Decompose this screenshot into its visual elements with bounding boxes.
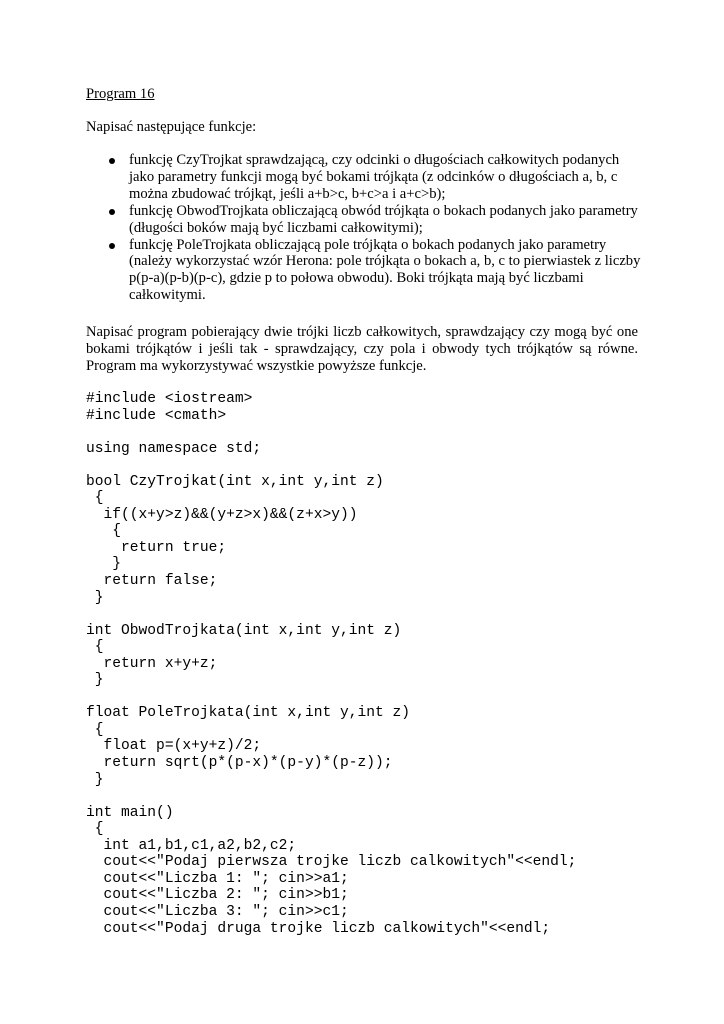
- list-item: [86, 203, 646, 237]
- code-line: return sqrt(p*(p-x)*(p-y)*(p-z));: [86, 755, 393, 772]
- code-line: return false;: [86, 573, 218, 590]
- function-list: [86, 152, 646, 304]
- code-line: int ObwodTrojkata(int x,int y,int z): [86, 622, 402, 639]
- code-line: [86, 457, 576, 474]
- code-line: {: [86, 639, 104, 656]
- list-item: [86, 152, 646, 203]
- list-item-text: funkcję CzyTrojkat sprawdzającą, czy odcinki o długościach całkowitych podanych jako parametry funkcji mogą być bokami trójkąta (z odcinków o długościach a, b, c można zbudować trójkąt, jeśli a+b>c, b+c>a i a+c>b);: [129, 152, 620, 202]
- code-line: cout<<"Podaj pierwsza trojke liczb calkowitych"<<endl;: [86, 854, 577, 871]
- list-item: [86, 237, 646, 305]
- intro-text: Napisać następujące funkcje:: [86, 119, 257, 135]
- code-line: return x+y+z;: [86, 655, 218, 672]
- bullet-icon: [109, 243, 115, 249]
- code-line: cout<<"Podaj druga trojke liczb calkowitych"<<endl;: [86, 920, 551, 937]
- code-line: {: [86, 523, 122, 540]
- code-line: int main(): [86, 804, 174, 821]
- code-line: #include <cmath>: [86, 407, 227, 424]
- code-line: float PoleTrojkata(int x,int y,int z): [86, 705, 411, 722]
- task-paragraph: Napisać program pobierający dwie trójki liczb całkowitych, sprawdzający czy mogą być one bokami trójkątów i jeśli tak - sprawdzający, czy pola i obwody tych trójkątów są równe. Program ma wykorzystywać wszystkie powyższe funkcje.: [86, 324, 638, 375]
- code-line: float p=(x+y+z)/2;: [86, 738, 262, 755]
- bullet-icon: [109, 209, 115, 215]
- code-line: }: [86, 556, 122, 573]
- code-line: [86, 424, 576, 441]
- code-line: }: [86, 771, 104, 788]
- code-line: cout<<"Liczba 2: "; cin>>b1;: [86, 887, 349, 904]
- code-line: [86, 689, 576, 706]
- code-line: if((x+y>z)&&(y+z>x)&&(z+x>y)): [86, 506, 358, 523]
- program-heading: Program 16: [86, 86, 155, 102]
- code-line: cout<<"Liczba 3: "; cin>>c1;: [86, 903, 349, 920]
- code-line: [86, 788, 576, 805]
- code-line: }: [86, 672, 104, 689]
- code-line: cout<<"Liczba 1: "; cin>>a1;: [86, 870, 349, 887]
- code-line: #include <iostream>: [86, 391, 253, 407]
- code-line: [86, 606, 576, 623]
- code-listing: [86, 391, 576, 937]
- code-line: using namespace std;: [86, 440, 262, 457]
- code-line: return true;: [86, 539, 227, 556]
- code-line: }: [86, 589, 104, 606]
- list-item-text: funkcję PoleTrojkata obliczającą pole trójkąta o bokach podanych jako parametry (należy wykorzystać wzór Herona: pole trójkąta o bokach a, b, c to pierwiastek z liczby p(p-a)(p-b)(p-c), gdzie p to połowa obwodu). Boki trójkąta mają być liczbami całkowitymi.: [129, 236, 641, 304]
- code-line: {: [86, 821, 104, 838]
- code-line: {: [86, 721, 104, 738]
- code-line: int a1,b1,c1,a2,b2,c2;: [86, 837, 297, 854]
- bullet-icon: [109, 158, 115, 164]
- code-line: {: [86, 490, 104, 507]
- code-line: bool CzyTrojkat(int x,int y,int z): [86, 473, 384, 490]
- list-item-text: funkcję ObwodTrojkata obliczającą obwód trójkąta o bokach podanych jako parametry (długości boków mają być liczbami całkowitymi);: [129, 202, 638, 236]
